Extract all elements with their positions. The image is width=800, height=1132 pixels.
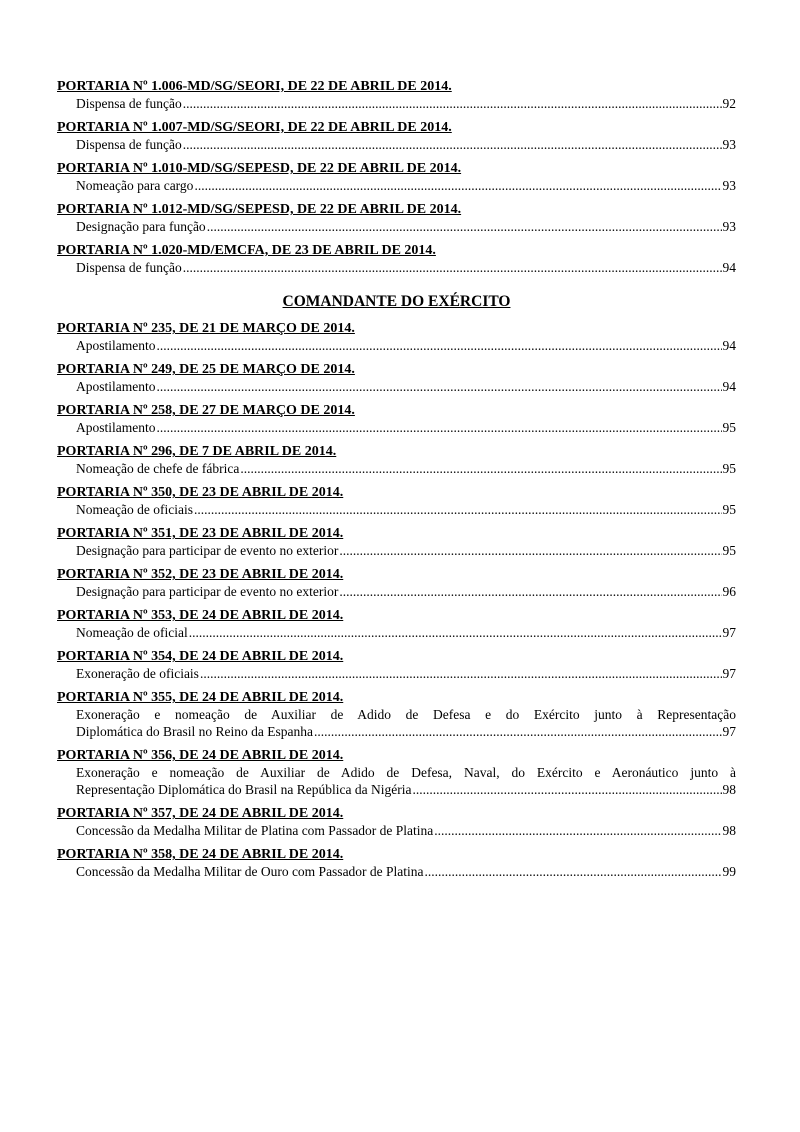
page-number: 98 <box>722 823 736 838</box>
page-number: 99 <box>722 864 736 879</box>
page-number: 94 <box>722 260 736 275</box>
page-number: 93 <box>722 137 736 152</box>
entry-line <box>57 460 736 477</box>
toc-entry[interactable] <box>57 525 736 559</box>
entry-description: Nomeação de oficial <box>76 625 188 640</box>
entry-title[interactable]: PORTARIA Nº 1.020-MD/EMCFA, DE 23 DE ABRIL DE 2014. <box>57 243 436 258</box>
dot-leader <box>189 624 722 641</box>
dot-leader <box>240 460 721 477</box>
entry-description-last-line <box>76 723 736 740</box>
entry-description: Exoneração e nomeação de Auxiliar de Adido de Defesa e do Exército junto à Representação <box>76 707 736 722</box>
entry-line <box>57 259 736 276</box>
toc-entry[interactable] <box>57 846 736 880</box>
entry-title[interactable]: PORTARIA Nº 1.007-MD/SG/SEORI, DE 22 DE ABRIL DE 2014. <box>57 120 452 135</box>
dot-leader <box>183 259 722 276</box>
entry-line <box>57 624 736 641</box>
page-number: 93 <box>722 178 736 193</box>
page-number: 94 <box>722 338 736 353</box>
entry-line <box>57 665 736 682</box>
page-number: 94 <box>722 379 736 394</box>
dot-leader <box>183 136 722 153</box>
entry-description: Apostilamento <box>76 420 156 435</box>
toc-entry[interactable] <box>57 119 736 153</box>
entry-title[interactable]: PORTARIA Nº 235, DE 21 DE MARÇO DE 2014. <box>57 321 355 336</box>
entry-description: Representação Diplomática do Brasil na República da Nigéria <box>76 782 412 797</box>
entry-line <box>57 822 736 839</box>
toc-entry[interactable] <box>57 566 736 600</box>
entry-title[interactable]: PORTARIA Nº 351, DE 23 DE ABRIL DE 2014. <box>57 526 344 541</box>
page-number: 97 <box>722 625 736 640</box>
entry-title[interactable]: PORTARIA Nº 358, DE 24 DE ABRIL DE 2014. <box>57 847 344 862</box>
dot-leader <box>194 177 721 194</box>
page-number: 96 <box>722 584 736 599</box>
page-number: 95 <box>722 420 736 435</box>
dot-leader <box>200 665 722 682</box>
entry-title[interactable]: PORTARIA Nº 356, DE 24 DE ABRIL DE 2014. <box>57 748 344 763</box>
dot-leader <box>157 337 722 354</box>
page-number: 93 <box>722 219 736 234</box>
entry-line <box>57 764 736 798</box>
entry-title[interactable]: PORTARIA Nº 357, DE 24 DE ABRIL DE 2014. <box>57 806 344 821</box>
entry-title[interactable]: PORTARIA Nº 1.012-MD/SG/SEPESD, DE 22 DE ABRIL DE 2014. <box>57 202 462 217</box>
page-number: 97 <box>722 724 736 739</box>
entry-line <box>57 501 736 518</box>
entry-line <box>57 378 736 395</box>
toc-entry[interactable] <box>57 747 736 798</box>
entry-title[interactable]: PORTARIA Nº 258, DE 27 DE MARÇO DE 2014. <box>57 403 355 418</box>
page-number: 98 <box>722 782 736 797</box>
entry-description: Concessão da Medalha Militar de Platina com Passador de Platina <box>76 823 434 838</box>
section-heading: COMANDANTE DO EXÉRCITO <box>282 293 511 310</box>
entry-title[interactable]: PORTARIA Nº 1.010-MD/SG/SEPESD, DE 22 DE ABRIL DE 2014. <box>57 161 462 176</box>
toc-entry[interactable] <box>57 201 736 235</box>
dot-leader <box>194 501 722 518</box>
entry-line <box>57 95 736 112</box>
toc-entry[interactable] <box>57 361 736 395</box>
page-number: 97 <box>722 666 736 681</box>
page-number: 92 <box>722 96 736 111</box>
toc-entry[interactable] <box>57 402 736 436</box>
entry-title[interactable]: PORTARIA Nº 354, DE 24 DE ABRIL DE 2014. <box>57 649 344 664</box>
entry-line <box>57 337 736 354</box>
entry-description: Apostilamento <box>76 338 156 353</box>
toc-entry[interactable] <box>57 607 736 641</box>
entry-description: Diplomática do Brasil no Reino da Espanha <box>76 724 313 739</box>
toc-entry[interactable] <box>57 805 736 839</box>
dot-leader <box>434 822 721 839</box>
entry-description: Designação para função <box>76 219 206 234</box>
entry-line <box>57 177 736 194</box>
toc-entry[interactable] <box>57 242 736 276</box>
toc-entry[interactable] <box>57 443 736 477</box>
entry-description: Nomeação de oficiais <box>76 502 193 517</box>
page-number: 95 <box>722 502 736 517</box>
dot-leader <box>183 95 722 112</box>
entry-line <box>57 583 736 600</box>
dot-leader <box>339 542 721 559</box>
dot-leader <box>157 378 722 395</box>
entry-description: Dispensa de função <box>76 96 182 111</box>
entry-line <box>57 419 736 436</box>
entry-description: Dispensa de função <box>76 260 182 275</box>
dot-leader <box>314 723 722 740</box>
toc-entry[interactable] <box>57 648 736 682</box>
entry-title[interactable]: PORTARIA Nº 353, DE 24 DE ABRIL DE 2014. <box>57 608 344 623</box>
page-number: 95 <box>722 461 736 476</box>
dot-leader <box>425 863 722 880</box>
toc-entry[interactable] <box>57 689 736 740</box>
dot-leader <box>413 781 722 798</box>
entry-title[interactable]: PORTARIA Nº 350, DE 23 DE ABRIL DE 2014. <box>57 485 344 500</box>
toc-entry[interactable] <box>57 320 736 354</box>
toc-entry[interactable] <box>57 484 736 518</box>
table-of-contents <box>57 78 736 887</box>
entry-description: Apostilamento <box>76 379 156 394</box>
entry-line <box>57 218 736 235</box>
entry-description: Designação para participar de evento no exterior <box>76 584 339 599</box>
entry-description-last-line <box>76 781 736 798</box>
entry-title[interactable]: PORTARIA Nº 352, DE 23 DE ABRIL DE 2014. <box>57 567 344 582</box>
entry-description: Exoneração e nomeação de Auxiliar de Adido de Defesa, Naval, do Exército e Aeronáutico junto à <box>76 765 736 780</box>
entry-description: Nomeação de chefe de fábrica <box>76 461 240 476</box>
dot-leader <box>157 419 722 436</box>
dot-leader <box>339 583 721 600</box>
entry-line <box>57 863 736 880</box>
entry-title[interactable]: PORTARIA Nº 1.006-MD/SG/SEORI, DE 22 DE ABRIL DE 2014. <box>57 79 452 94</box>
entry-title[interactable]: PORTARIA Nº 296, DE 7 DE ABRIL DE 2014. <box>57 444 337 459</box>
toc-entry[interactable] <box>57 160 736 194</box>
toc-entry[interactable] <box>57 78 736 112</box>
entry-title[interactable]: PORTARIA Nº 249, DE 25 DE MARÇO DE 2014. <box>57 362 355 377</box>
entry-title[interactable]: PORTARIA Nº 355, DE 24 DE ABRIL DE 2014. <box>57 690 344 705</box>
dot-leader <box>207 218 722 235</box>
entry-description: Designação para participar de evento no exterior <box>76 543 339 558</box>
entry-description: Dispensa de função <box>76 137 182 152</box>
entry-description: Nomeação para cargo <box>76 178 194 193</box>
entry-line <box>57 706 736 740</box>
entry-line <box>57 542 736 559</box>
entry-description: Concessão da Medalha Militar de Ouro com Passador de Platina <box>76 864 424 879</box>
page-number: 95 <box>722 543 736 558</box>
entry-description: Exoneração de oficiais <box>76 666 199 681</box>
entry-line <box>57 136 736 153</box>
